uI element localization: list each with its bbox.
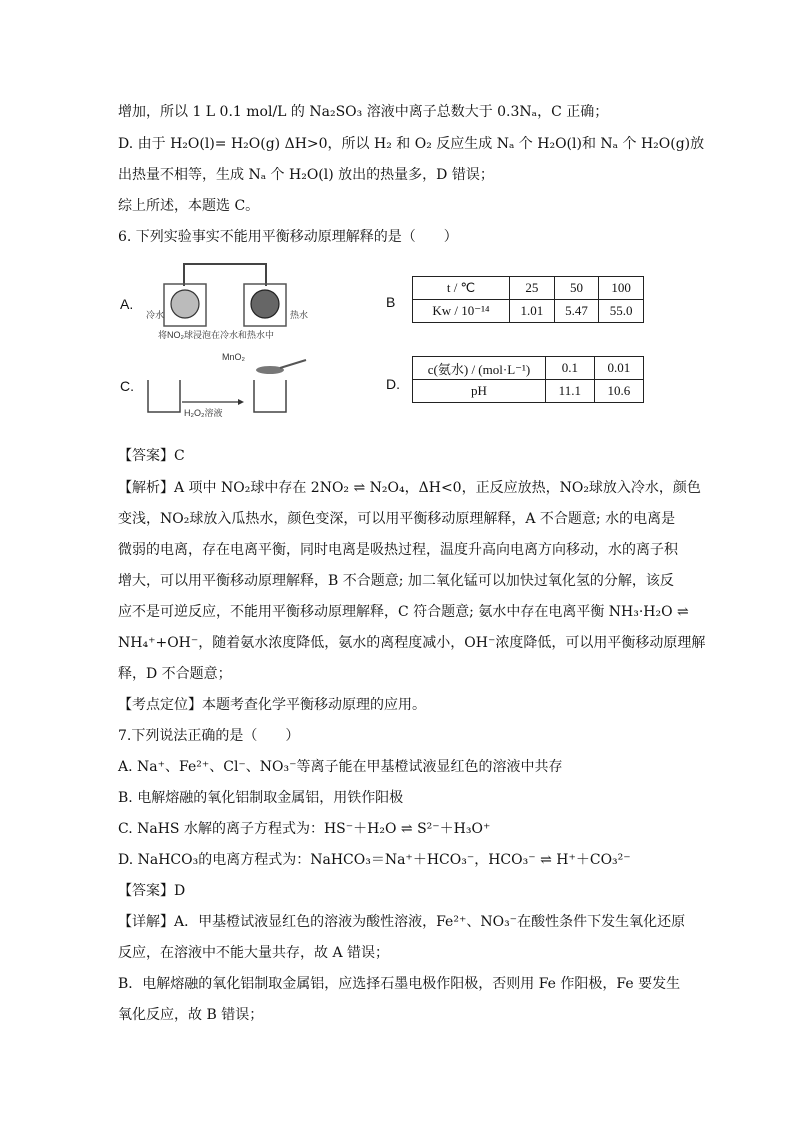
table-cell: 0.01 [594, 357, 643, 380]
table-row [413, 277, 644, 300]
figure-c [118, 352, 338, 418]
figure-a-hot: 热水 [290, 310, 309, 320]
figure-a-caption: 将NO₂球浸泡在冷水和热水中 [158, 330, 274, 340]
table-cell: 55.0 [599, 300, 644, 323]
no2-spheres-icon [146, 256, 346, 336]
table-cell: 50 [554, 277, 599, 300]
table-cell: 1.01 [510, 300, 555, 323]
text-line: 应不是可逆反应，不能用平衡移动原理解释，C 符合题意; 氨水中存在电离平衡 NH₃·H₂O ⇌ [118, 604, 689, 620]
text-line: 微弱的电离，存在电离平衡，同时电离是吸热过程，温度升高向电离方向移动，水的离子积 [118, 542, 678, 558]
figure-a [118, 256, 338, 346]
table-cell: 5.47 [554, 300, 599, 323]
ph-table [412, 356, 644, 403]
text-line: 变浅，NO₂球放入瓜热水，颜色变深，可以用平衡移动原理解释，A 不合题意; 水的电离是 [118, 511, 676, 527]
table-cell: 100 [599, 277, 644, 300]
text-line: 氧化反应，故 B 错误； [118, 1007, 264, 1023]
text-line: 增大，可以用平衡移动原理解释，B 不合题意; 加二氧化锰可以加快过氧化氢的分解，该反 [118, 573, 674, 589]
figure-a-cold: 冷水 [146, 310, 165, 320]
table-row [413, 380, 644, 403]
table-cell: 25 [510, 277, 555, 300]
answer-7: 【答案】D [118, 883, 186, 899]
kw-table [412, 276, 644, 323]
text-line: 【考点定位】本题考查化学平衡移动原理的应用。 [118, 697, 426, 713]
text-line: 【详解】A．甲基橙试液显红色的溶液为酸性溶液，Fe²⁺、NO₃⁻在酸性条件下发生氧化还原 [118, 914, 686, 930]
table-row [413, 300, 644, 323]
text-line: 【解析】A 项中 NO₂球中存在 2NO₂ ⇌ N₂O₄，ΔH<0，正反应放热，NO₂球放入冷水，颜色 [118, 480, 701, 496]
option-a: A. Na⁺、Fe²⁺、Cl⁻、NO₃⁻等离子能在甲基橙试液显红色的溶液中共存 [118, 759, 563, 775]
text-line: 反应，在溶液中不能大量共存，故 A 错误； [118, 945, 390, 961]
table-cell: c(氨水) / (mol·L⁻¹) [413, 357, 546, 380]
question-6: 6. 下列实验事实不能用平衡移动原理解释的是（ ） [118, 229, 458, 245]
table-cell: Kw / 10⁻¹⁴ [413, 300, 510, 323]
figure-b-label: B [386, 294, 396, 310]
figure-c-h2o2: H₂O₂溶液 [184, 408, 223, 418]
option-d: D. NaHCO₃的电离方程式为：NaHCO₃＝Na⁺＋HCO₃⁻，HCO₃⁻ ⇌ H⁺＋CO₃²⁻ [118, 852, 631, 868]
table-cell: 10.6 [594, 380, 643, 403]
table-cell: t / ℃ [413, 277, 510, 300]
question-7: 7.下列说法正确的是（ ） [118, 728, 300, 744]
figure-c-label: C. [120, 378, 134, 394]
answer-6: 【答案】C [118, 448, 185, 464]
text-line: B．电解熔融的氧化铝制取金属铝，应选择石墨电极作阳极，否则用 Fe 作阳极，Fe 要发生 [118, 976, 681, 992]
figure-a-label: A. [120, 296, 134, 312]
table-cell: 11.1 [546, 380, 595, 403]
option-b: B. 电解熔融的氧化铝制取金属铝，用铁作阳极 [118, 790, 404, 806]
table-row [413, 357, 644, 380]
figure-c-mno2: MnO₂ [222, 352, 245, 362]
text-line: 综上所述，本题选 C。 [118, 198, 260, 214]
table-cell: 0.1 [546, 357, 595, 380]
text-line: 释，D 不合题意； [118, 666, 232, 682]
text-line: D. 由于 H₂O(l)= H₂O(g) ΔH>0，所以 H₂ 和 O₂ 反应生成 Nₐ 个 H₂O(l)和 Nₐ 个 H₂O(g)放 [118, 136, 705, 152]
text-line: 增加，所以 1 L 0.1 mol/L 的 Na₂SO₃ 溶液中离子总数大于 0.3Nₐ，C 正确； [118, 104, 609, 120]
beaker-icon [146, 356, 346, 416]
figure-d-label: D. [386, 376, 400, 392]
text-line: NH₄⁺+OH⁻，随着氨水浓度降低，氨水的离程度减小，OH⁻浓度降低，可以用平衡移动原理解 [118, 635, 706, 651]
option-c: C. NaHS 水解的离子方程式为：HS⁻＋H₂O ⇌ S²⁻＋H₃O⁺ [118, 821, 491, 837]
text-line: 出热量不相等，生成 Nₐ 个 H₂O(l) 放出的热量多，D 错误； [118, 167, 494, 183]
table-cell: pH [413, 380, 546, 403]
